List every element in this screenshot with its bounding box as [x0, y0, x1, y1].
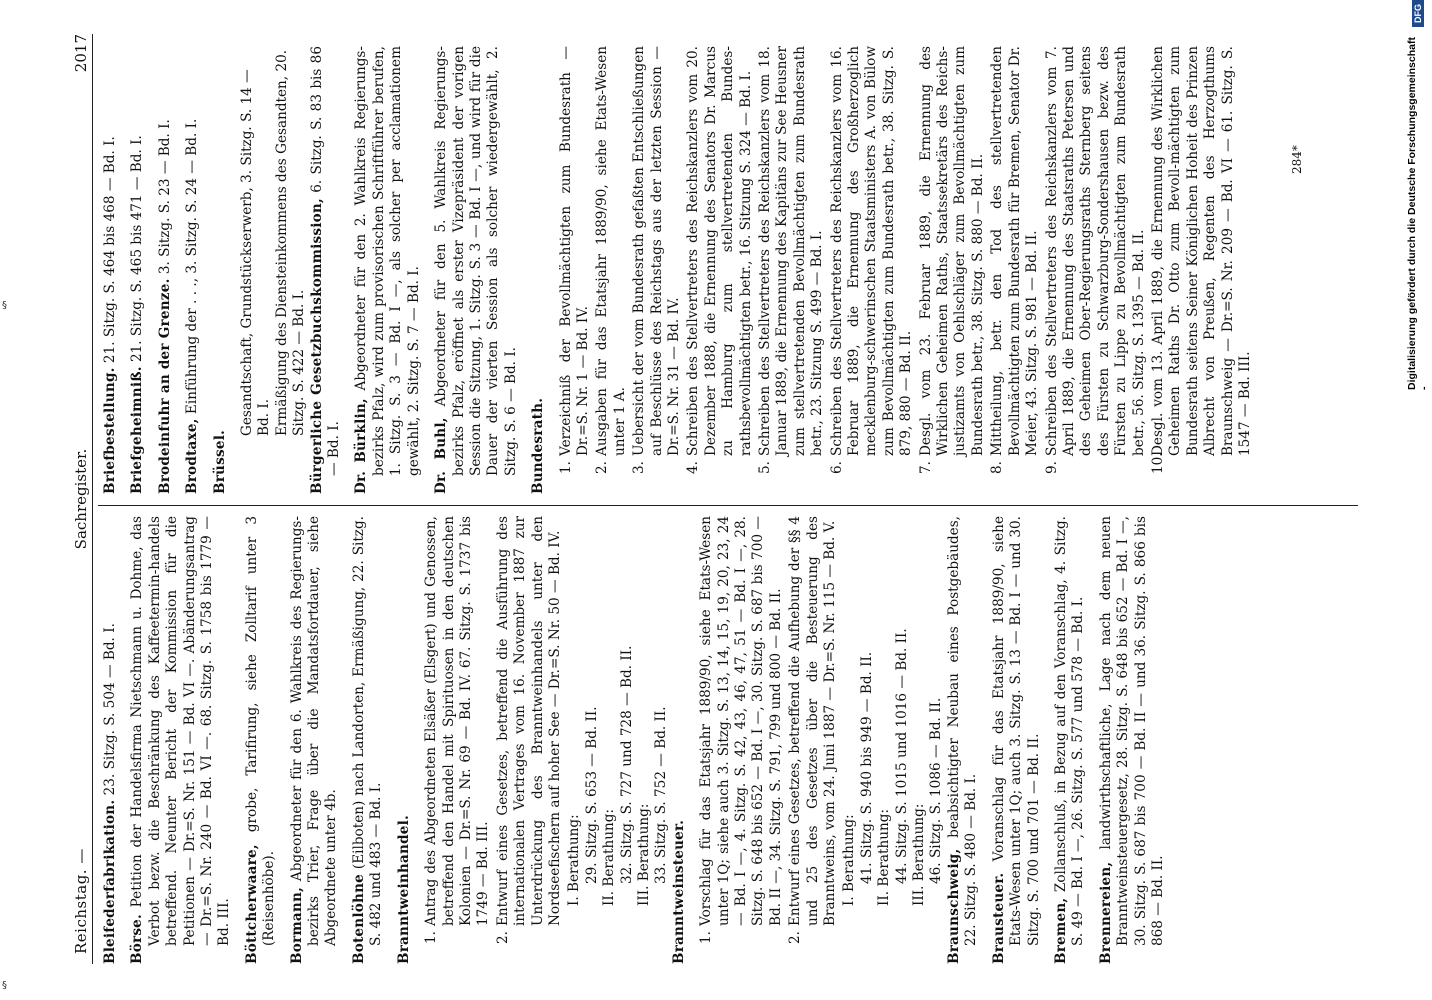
sub-entry-number: 2.: [594, 461, 611, 474]
sub-entry-text: Schreiben des Stellvertreters des Reichskanzlers vom 16. Februar 1889, die Ernennung des Großherzoglich mecklenburg-schwerinschen Staatsministers A. von Bülow zum Bevollmächtigten zum Bundesrath betr., 38. Sitzg. S. 879, 880 — Bd. II.: [828, 46, 915, 456]
entry-keyword: Bleifederfabrikation.: [102, 799, 118, 964]
entry-keyword: Briefgeheimniß.: [129, 366, 146, 494]
sub-entry-number: 5.: [757, 461, 773, 474]
reference-line: 46. Sitzg. S. 1086 — Bd. II.: [928, 697, 945, 884]
entry-keyword: Brennereien,: [1097, 861, 1114, 964]
sub-entry-text: Entwurf eines Gesetzes, betreffend die Ausführung des internationalen Vertrages vom 16. November 1887 zur Unterdrückung des Branntweinhandels unter den Nordseefischern auf hoher See — Dr.=S. Nr. 50 — Bd. IV.: [494, 516, 563, 926]
entry-text: 6. Sitzg. S. 83 bis 86 — Bd. I.: [308, 46, 343, 476]
sub-entry-text: Desgl. vom 23. Februar 1889, die Ernennung des Wirklichen Geheimen Raths, Staatssekretärs des Reichs-justizamts von Oehlschläger zum Bevollmächtigten zum Bundesrath betr., 38. Sitzg. S. 880 — Bd. II.: [917, 46, 986, 456]
entry-keyword: Branntweinsteuer.: [670, 819, 687, 964]
entry-keyword: Brodeinfuhr an der Grenze.: [156, 278, 173, 494]
entry-text: landwirthschaftliche, Lage nach dem neuen Branntweinsteuergesetz, 28. Sitzg. S. 648 bis 652 — Bd. I —, 30. Sitzg. S. 687 bis 700 — Bd. II — und 36. Sitzg. S. 866 bis 868 — Bd. II.: [1097, 516, 1166, 946]
entry-keyword: Brausteuer.: [990, 872, 1007, 964]
entry-keyword: Brüssel.: [211, 430, 228, 494]
index-entry: [289, 516, 341, 964]
entry-text: 21. Sitzg. S. 465 bis 471 — Bd. I.: [129, 135, 146, 367]
sub-entry: [787, 516, 839, 964]
sub-entry: [495, 516, 565, 964]
entry-text: Abgeordneter für den 6. Wahlkreis des Regierungs-bezirks Trier, Frage über die Mandatsfortdauer, siehe Abgeordnete unter 4b.: [288, 516, 340, 946]
entry-keyword: Braunschweig,: [945, 848, 962, 964]
entry-text: 21. Sitzg. S. 464 bis 468 — Bd. I.: [102, 136, 118, 368]
entry-text: Abgeordneter für den 2. Wahlkreis Regierungs-bezirks Pfalz, wird zum provisorischen Schriftführer berufen, 1. Sitzg. S. 3 — Bd. I —, als solcher per acclamationem gewählt, 2. Sitzg. S. 7 — Bd. I.: [353, 46, 422, 476]
entry-keyword: Bormann,: [288, 886, 305, 964]
index-entry: [991, 516, 1043, 964]
entry-text: (Eilboten) nach Landorten, Ermäßigung, 22. Sitzg. S. 482 und 483 — Bd. I.: [350, 516, 385, 946]
sub-entry: [558, 46, 593, 494]
sub-entry-number: 7.: [917, 461, 934, 474]
entry-keyword: Botenlöhne: [350, 873, 367, 964]
edge-mark: §: [2, 980, 7, 991]
index-entry: [530, 46, 547, 494]
credit-text: Digitalisierung gefördert durch die Deutsche Forschungsgemeinschaft -: [1406, 37, 1430, 390]
sub-entry-number: 6.: [828, 461, 845, 474]
entry-keyword: Böttcherwaare,: [243, 844, 260, 964]
entry-keyword: Bremen,: [1052, 897, 1069, 964]
side-credit: [1404, 0, 1428, 1000]
index-entry: [433, 46, 520, 494]
entry-keyword: Dr. Bürklin,: [353, 398, 370, 494]
edge-mark: §: [2, 300, 7, 311]
sub-entry-number: 2.: [494, 931, 511, 944]
page-number: 2017: [72, 34, 90, 73]
sub-entry-number: 1.: [698, 931, 715, 944]
reference-line: II. Berathung:: [876, 808, 893, 906]
footnote-mark: 284*: [1290, 145, 1304, 174]
reference-line: 41. Sitzg. S. 940 bis 949 — Bd. II.: [858, 651, 875, 884]
reference-line: 44. Sitzg. S. 1015 und 1016 — Bd. II.: [893, 628, 910, 884]
sub-entry: [698, 516, 785, 964]
header-rule: [92, 34, 93, 964]
index-entry: [102, 46, 119, 494]
entry-keyword: Bürgerliche Gesetzbuchskommission,: [308, 198, 325, 494]
sub-entry-text: Schreiben des Stellvertreters des Reichskanzlers vom 18. Januar 1889, die Ernennung des Kapitäns zur See Heusner zum stellvertretenden Bevollmächtigten zum Bundesrath betr., 23. Sitzung S. 499 — Bd. I.: [757, 46, 826, 456]
index-entry: [309, 46, 344, 494]
entry-keyword: Börse.: [129, 914, 146, 964]
entry-keyword: Bundesrath.: [530, 397, 547, 494]
sub-entry-number: 3.: [631, 461, 648, 474]
sub-entry-text: Mittheilung, betr. den Tod des stellvertretenden Bevollmächtigten zum Bundesrath für Bremen, Senator Dr. Meier, 43. Sitzg. S. 981 — Bd. II.: [989, 46, 1041, 456]
sub-entry-number: 4.: [685, 461, 702, 474]
entry-text: beabsichtigter Neubau eines Postgebäudes, 22. Sitzg. S. 480 — Bd. I.: [945, 516, 980, 946]
sub-entry-number: 1.: [423, 931, 440, 944]
entry-keyword: Branntweinhandel.: [395, 815, 412, 964]
digitization-credit: [1406, 0, 1430, 1000]
entry-text: Einführung der . . ., 3. Sitzg. S. 24 — Bd. I.: [184, 118, 201, 419]
sub-entry-text: Antrag des Abgeordneten Elsäßer (Elsgert) und Genossen, betreffend den Handel mit Spirituosen in den deutschen Kolonien — Dr.=S. Nr. 69 — Bd. IV. 67. Sitzg. S. 1737 bis 1749 — Bd. III.: [423, 516, 492, 926]
index-entry: [1098, 516, 1168, 964]
sub-entry-text: Vorschlag für das Etatsjahr 1889/90, siehe Etats-Wesen unter 1Q; siehe auch 3. Sitzg. S. 13, 14, 15, 19, 20, 23, 24 — Bd. I —, 4. Sitzg. S. 42, 43, 46, 47, 51 — Bd. I —, 28. Sitzg. S. 648 bis 652 — Bd. I —, 30. Sitzg. S. 687 bis 700 — Bd. II —, 34. Sitzg. S. 791, 799 und 800 — Bd. II.: [698, 516, 784, 926]
sub-entry-text: Entwurf eines Gesetzes, betreffend die Aufhebung der §§ 4 und 25 des Gesetzes über die Besteuerung des Branntweins, vom 24. Juni 1887 — Dr.=S. Nr. 115 — Bd. V.: [787, 516, 839, 926]
index-entry: [946, 516, 981, 964]
entry-text: Petition der Handelsfirma Nietschmann u. Dohme, das Verbot bezw. die Beschränkung des Kaffeetermin-handels betreffend. Neunter Bericht der Kommission für die Petitionen — Dr.=S. Nr. 151 — Bd. VI —. Abänderungsantrag — Dr.=S. Nr. 240 — Bd. VI —. 68. Sitzg. S. 1758 bis 1779 — Bd. III.: [129, 516, 233, 946]
index-entry: [212, 46, 229, 494]
index-entry: [244, 516, 279, 964]
sub-entry-text: Ausgaben für das Etatsjahr 1889/90, siehe Etats-Wesen unter 1 A.: [594, 46, 628, 456]
index-entry: [396, 516, 413, 964]
index-entry: [351, 516, 386, 964]
sub-entry-number: 10.: [1149, 452, 1166, 474]
index-entry: [353, 46, 423, 494]
sub-entry-text: Uebersicht der vom Bundesrath gefaßten Entschließungen auf Beschlüsse des Reichstags aus der letzten Session — Dr.=S. Nr. 31 — Bd. IV.: [631, 46, 682, 456]
sub-entry: [757, 46, 827, 494]
column-divider: [98, 505, 1358, 506]
index-entry: [1053, 516, 1088, 964]
left-column: [102, 516, 1177, 964]
reference-line: 32. Sitzg. S. 727 und 728 — Bd. II.: [618, 645, 635, 884]
sub-entry-number: 1.: [557, 461, 574, 474]
sub-entry-text: Verzeichniß der Bevollmächtigten zum Bundesrath — Dr.=S. Nr. 1 — Bd. IV.: [557, 46, 591, 456]
entry-keyword: Brodtaxe,: [184, 418, 201, 494]
entry-text: Zollanschluß, in Bezug auf den Voranschlag, 4. Sitzg. S. 49 — Bd. I —, 26. Sitzg. S. 577 und 578 — Bd. I.: [1052, 516, 1087, 946]
entry-text: Abgeordneter für den 5. Wahlkreis Regierungs-bezirks Pfalz, eröffnet als erster Vizepräsident der vorigen Session die Sitzung, 1. Sitzg. S. 3 — Bd. I —, und wird für die Dauer der vierten Session als solcher wiedergewählt, 2. Sitzg. S. 6 — Bd. I.: [433, 46, 519, 476]
index-entry: [671, 516, 688, 964]
running-head-left: Reichstag. —: [72, 848, 90, 954]
index-entry: [129, 516, 233, 964]
index-entry: [102, 516, 119, 964]
sub-entry: [1150, 46, 1254, 494]
reference-line: III. Berathung:: [911, 803, 928, 906]
index-entry: [129, 46, 146, 494]
reference-line: 33. Sitzg. S. 752 — Bd. II.: [653, 706, 670, 884]
sub-entry: [829, 46, 916, 494]
reference-line: I. Berathung:: [566, 814, 583, 906]
reference-line: 29. Sitzg. S. 653 — Bd. II.: [583, 706, 600, 884]
sub-entry: [423, 516, 493, 964]
entry-text: Voranschlag für das Etatsjahr 1889/90, siehe Etats-Wesen unter 1Q; auch 3. Sitzg. S. 13 — Bd. I — und 30. Sitzg. S. 700 und 701 — Bd. II.: [990, 516, 1042, 946]
running-head: [70, 34, 96, 964]
reference-line: II. Berathung:: [601, 808, 618, 906]
sub-entry: [631, 46, 683, 494]
sub-entry: [594, 46, 629, 494]
reference-line: Gesandtschaft, Grundstückserwerb, 3. Sitzg. S. 14 — Bd. I.: [239, 69, 273, 436]
sub-entry: [1044, 46, 1148, 494]
entry-text: 23. Sitzg. S. 504 — Bd. I.: [102, 623, 118, 800]
right-column: [102, 46, 1256, 494]
entry-text: grobe, Tarifirung, siehe Zolltarif unter 3 (Reisenhöbe).: [243, 516, 278, 946]
reference-line: I. Berathung:: [841, 814, 858, 906]
sub-entry: [685, 46, 755, 494]
sub-entry-number: 2.: [787, 931, 804, 944]
reference-line: III. Berathung:: [635, 803, 652, 906]
index-entry: [184, 46, 201, 494]
entry-keyword: Briefbestellung.: [102, 367, 118, 494]
sub-entry-text: Schreiben des Stellvertreters des Reichskanzlers vom 20. Dezember 1888, die Ernennung des Senators Dr. Marcus zu Hamburg zum stellvertretenden Bundes-rathsbevollmächtigten betr., 16. Sitzung S. 324 — Bd. I.: [685, 46, 754, 456]
sub-entry-text: Desgl. vom 13. April 1889, die Ernennung des Wirklichen Geheimen Raths Dr. Otto zum Bevoll-mächtigten zum Bundesrath seitens Seiner Königlichen Hoheit des Prinzen Albrecht von Preußen, Regenten des Herzogthums Braunschweig — Dr.=S. Nr. 209 — Bd. VI — 61. Sitzg. S. 1547 — Bd. III.: [1149, 46, 1253, 456]
sub-entry-number: 8.: [989, 461, 1006, 474]
sub-entry: [918, 46, 988, 494]
sub-entry-text: Schreiben des Stellvertreters des Reichskanzlers vom 7. April 1889, die Ernennung des Staatsraths Petersen und des Geheimen Ober-Regierungsraths Sternberg seitens des Fürsten zu Schwarzburg-Sondershausen bezw. des Fürsten zu Lippe zu Bevollmächtigten zum Bundesrath betr., 56. Sitzg. S. 1395 — Bd. II.: [1043, 46, 1147, 456]
sub-entry: [989, 46, 1041, 494]
register-page: [70, 34, 1370, 964]
running-head-title: Sachregister.: [72, 448, 90, 550]
sub-entry-number: 9.: [1043, 461, 1060, 474]
dfg-logo: DFG: [1412, 0, 1424, 27]
reference-line: Ermäßigung des Diensteinkommens des Gesandten, 20. Sitzg. S. 422 — Bd. I.: [273, 49, 308, 436]
index-entry: [157, 46, 174, 494]
entry-text: 3. Sitzg. S. 23 — Bd. I.: [156, 119, 173, 279]
entry-keyword: Dr. Buhl,: [433, 417, 450, 494]
